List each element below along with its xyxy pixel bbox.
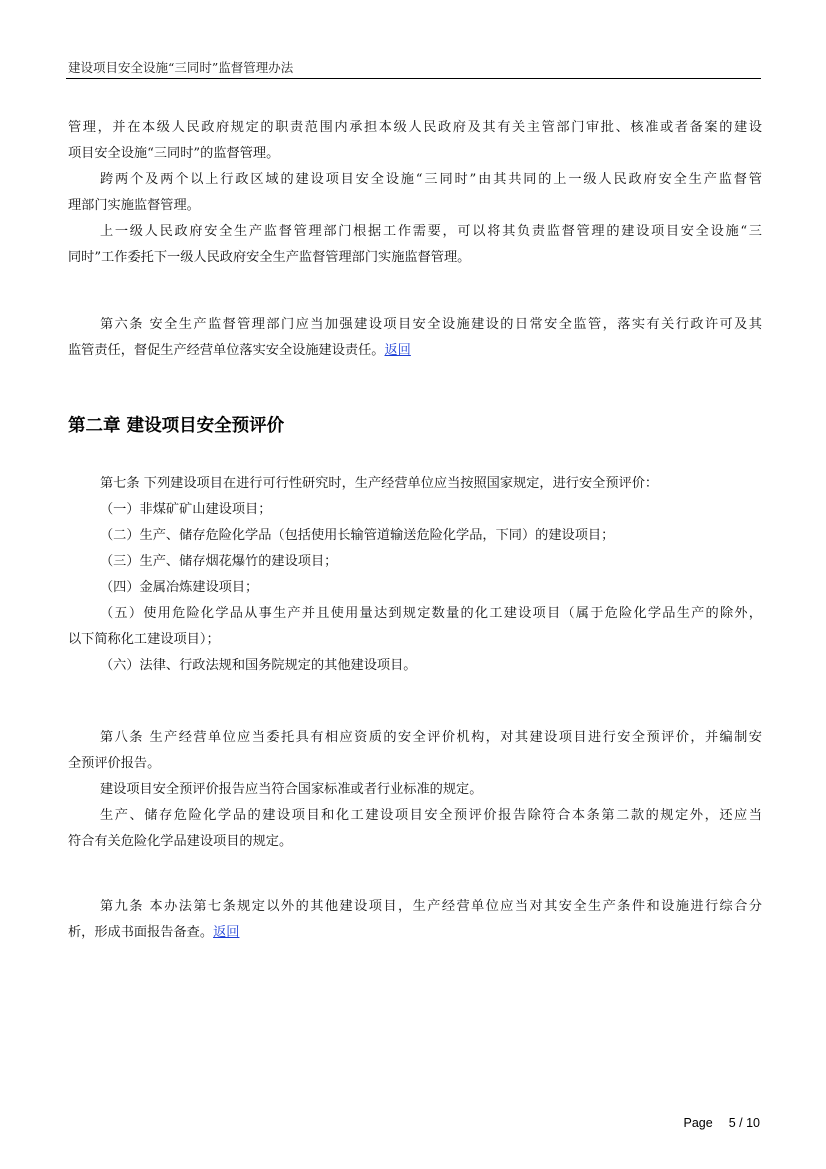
paragraph-line: 第九条 本办法第七条规定以外的其他建设项目，生产经营单位应当对其安全生产条件和设施进行综合分 (100, 899, 762, 914)
paragraph-text: 监管责任，督促生产经营单位落实安全设施建设责任。 (68, 343, 385, 358)
list-item: （一）非煤矿矿山建设项目； (100, 502, 272, 517)
list-item: （二）生产、储存危险化学品（包括使用长输管道输送危险化学品，下同）的建设项目； (100, 528, 615, 543)
paragraph-line: 生产、储存危险化学品的建设项目和化工建设项目安全预评价报告除符合本条第二款的规定外，还应当 (100, 808, 762, 823)
paragraph-line: 理部门实施监督管理。 (68, 198, 200, 213)
paragraph-line: 建设项目安全预评价报告应当符合国家标准或者行业标准的规定。 (100, 782, 483, 797)
article-9 (68, 894, 762, 946)
paragraph-text: 析，形成书面报告备查。 (68, 925, 214, 940)
list-item: （六）法律、行政法规和国务院规定的其他建设项目。 (100, 658, 417, 673)
back-link[interactable]: 返回 (384, 343, 411, 358)
paragraph-line: 项目安全设施“三同时”的监督管理。 (68, 146, 280, 161)
list-item-continuation: 以下简称化工建设项目）； (68, 632, 220, 647)
paragraph-line (68, 920, 762, 946)
paragraph-line: 第七条 下列建设项目在进行可行性研究时，生产经营单位应当按照国家规定，进行安全预评价： (100, 476, 659, 491)
paragraph-line: 跨两个及两个以上行政区域的建设项目安全设施“三同时”由其共同的上一级人民政府安全生产监督管 (100, 172, 762, 187)
paragraph-line: 同时”工作委托下一级人民政府安全生产监督管理部门实施监督管理。 (68, 250, 471, 265)
paragraph-line: 第六条 安全生产监督管理部门应当加强建设项目安全设施建设的日常安全监管，落实有关行政许可及其 (100, 317, 762, 332)
list-item: （五）使用危险化学品从事生产并且使用量达到规定数量的化工建设项目（属于危险化学品生产的除外， (100, 606, 762, 621)
paragraph-line: 上一级人民政府安全生产监督管理部门根据工作需要，可以将其负责监督管理的建设项目安全设施“三 (100, 224, 762, 239)
list-item: （四）金属冶炼建设项目； (100, 580, 259, 595)
paragraph-line: 管理，并在本级人民政府规定的职责范围内承担本级人民政府及其有关主管部门审批、核准或者备案的建设 (68, 120, 762, 135)
paragraph-line (68, 338, 762, 364)
article-8 (68, 725, 762, 855)
page-number: 5 / 10 (728, 1116, 760, 1130)
article-6 (68, 312, 762, 364)
header-divider (66, 78, 761, 79)
article-5-continuation (68, 115, 762, 271)
running-header: 建设项目安全设施“三同时”监督管理办法 (68, 60, 294, 75)
paragraph-line: 符合有关危险化学品建设项目的规定。 (68, 834, 293, 849)
paragraph-line: 第八条 生产经营单位应当委托具有相应资质的安全评价机构，对其建设项目进行安全预评价，并编制安 (100, 730, 762, 745)
paragraph-line: 全预评价报告。 (68, 756, 161, 771)
back-link[interactable]: 返回 (213, 925, 240, 940)
page-footer (684, 1114, 760, 1132)
article-7 (68, 471, 762, 679)
list-item: （三）生产、储存烟花爆竹的建设项目； (100, 554, 338, 569)
page-label: Page (683, 1116, 713, 1130)
chapter-heading: 第二章 建设项目安全预评价 (68, 416, 285, 436)
